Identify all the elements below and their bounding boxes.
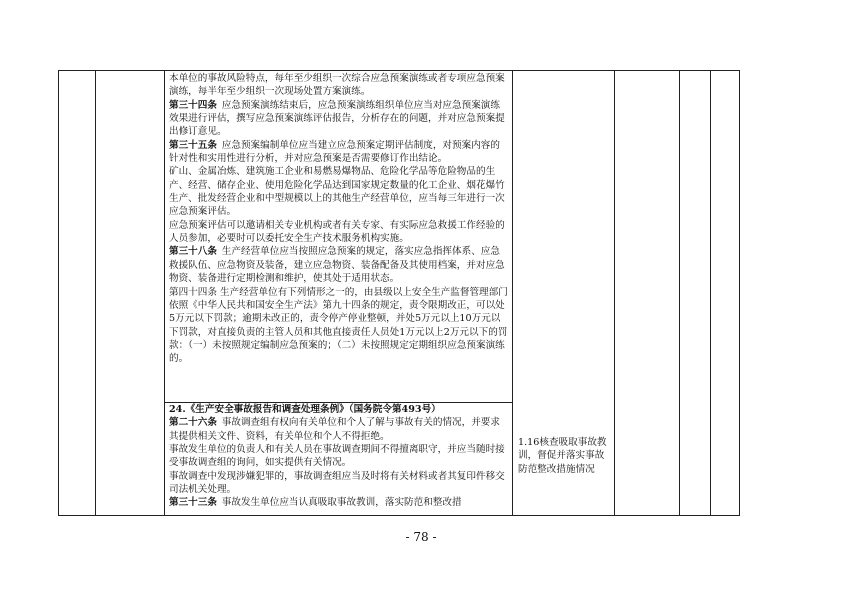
article-text: 事故调查组有权向有关单位和个人了解与事故有关的情况，并要求其提供相关文件、资料，有关单位和个人不得拒绝。 [169, 417, 500, 442]
article-text: 事故调查中发现涉嫌犯罪的，事故调查组应当及时将有关材料或者其复印件移交司法机关处理。 [169, 470, 505, 496]
regulation-paragraph [169, 470, 509, 497]
article-text: 应急预案演练结束后，应急预案演练组织单位应当对应急预案演练效果进行评估，撰写应急预案演练评估报告，分析存在的问题，并对应急预案提出修订意见。 [169, 99, 505, 138]
regulation-paragraph [169, 286, 509, 366]
column-divider [679, 70, 680, 516]
article-text: 矿山、金属冶炼、建筑施工企业和易燃易爆物品、危险化学品等危险物品的生产、经营、储存企业、使用危险化学品达到国家规定数量的化工企业、烟花爆竹生产、批发经营企业和中型规模以上的其他生产经营单位，应当每三年进行一次应急预案评估。 [169, 166, 505, 218]
column-divider [95, 70, 96, 516]
regulation-paragraph [169, 139, 509, 166]
regulation-paragraph [169, 219, 509, 246]
regulation-paragraph [169, 245, 509, 285]
article-text: 事故发生单位的负责人和有关人员在事故调查期间不得擅离职守，并应当随时接受事故调查组的询问，如实提供有关情况。 [169, 444, 505, 469]
table-border-right [739, 70, 740, 516]
regulation-paragraph [169, 416, 509, 443]
regulation-heading: 24.《生产安全事故报告和调查处理条例》（国务院令第493号） [169, 404, 441, 415]
page-number: - 78 - [405, 530, 437, 544]
article-number: 第三十五条 [169, 139, 217, 151]
article-text: 第四十四条 生产经营单位有下列情形之一的，由县级以上安全生产监督管理部门依照《中华人民共和国安全生产法》第九十四条的规定，责令限期改正，可以处5万元以下罚款；逾期未改正的，责令停产停业整顿，并处5万元以上10万元以下罚款，对直接负责的主管人员和其他直接责任人员处1万元以上2万元以下的罚款：（一）未按照规定编制应急预案的；（二）未按照规定定期组织应急预案演练的。 [169, 286, 508, 365]
column-divider [512, 70, 513, 516]
article-text: 本单位的事故风险特点，每年至少组织一次综合应急预案演练或者专项应急预案演练，每半年至少组织一次现场处置方案演练。 [169, 73, 505, 98]
regulation-paragraph [169, 72, 509, 99]
article-text: 应急预案评估可以邀请相关专业机构或者有关专家、有实际应急救援工作经验的人员参加，必要时可以委托安全生产技术服务机构实施。 [169, 219, 505, 245]
article-text: 事故发生单位应当认真吸取事故教训，落实防范和整改措 [221, 497, 462, 509]
article-number: 第三十四条 [169, 99, 217, 111]
regulation-text-upper [169, 72, 509, 402]
article-text: 应急预案编制单位应当建立应急预案定期评估制度，对预案内容的针对性和实用性进行分析，并对应急预案是否需要修订作出结论。 [169, 139, 500, 165]
regulation-paragraph [169, 99, 509, 139]
article-number: 第三十八条 [169, 246, 217, 258]
article-text: 生产经营单位应当按照应急预案的规定，落实应急指挥体系、应急救援队伍、应急物资及装备，建立应急物资、装备配备及其使用档案，并对应急物资、装备进行定期检测和维护，使其处于适用状态。 [169, 246, 505, 285]
table-border-left [58, 70, 59, 516]
table-border-bottom [58, 515, 740, 516]
check-item: 1.16核查吸取事故教训，督促并落实事故防范整改措施情况 [518, 437, 607, 475]
column-divider [164, 70, 165, 516]
article-number: 第三十三条 [169, 497, 217, 509]
column-divider [710, 70, 711, 516]
regulation-paragraph [169, 496, 509, 509]
regulation-paragraph [169, 443, 509, 470]
regulation-paragraph [169, 165, 509, 218]
regulation-table [58, 70, 740, 516]
table-border-top [58, 70, 740, 71]
article-number: 第二十六条 [169, 417, 217, 429]
regulation-text-lower [169, 403, 509, 515]
column-divider [614, 70, 615, 516]
